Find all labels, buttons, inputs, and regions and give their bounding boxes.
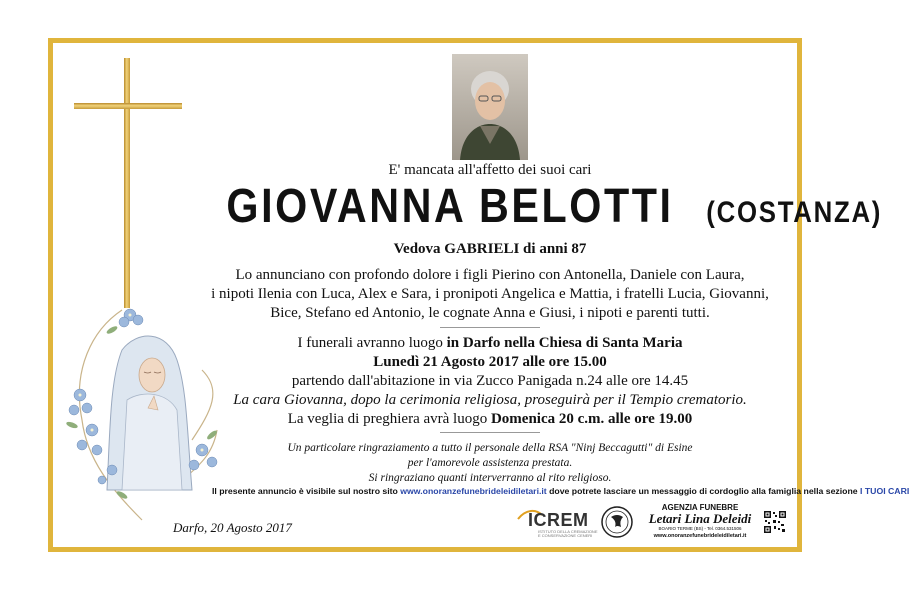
- thanks-line: Si ringraziano quanti interverranno al rito religioso.: [368, 472, 612, 484]
- icrem-subtitle: ISTITUTO DELLA CREMAZIONE E CONSERVAZIONE CENERI: [538, 529, 598, 538]
- deceased-name: GIOVANNA BELOTTI: [226, 180, 674, 233]
- announcement-text: [190, 266, 790, 323]
- deceased-photo: [452, 54, 528, 160]
- thanks-line: per l'amorevole assistenza prestata.: [407, 457, 573, 469]
- announcement-line: Bice, Stefano ed Antonio, le cognate Anna e Giusi, i nipoti e parenti tutti.: [270, 305, 710, 321]
- funeral-datetime-text: Lunedì 21 Agosto 2017 alle ore 15.00: [373, 354, 607, 370]
- website-link[interactable]: www.onoranzefunebrideleidiletari.it: [400, 486, 547, 496]
- announcement-line: Lo annunciano con profondo dolore i figli Pierino con Antonella, Daniele con Laura,: [235, 267, 745, 283]
- cremation-note-text: La cara Giovanna, dopo la cerimonia religiosa, proseguirà per il Tempio crematorio.: [233, 392, 747, 408]
- funeral-location: in Darfo nella Chiesa di Santa Maria: [446, 335, 683, 351]
- agency-label: AGENZIA FUNEBRE: [661, 503, 739, 512]
- website-notice-prefix: Il presente annuncio è visibile sul nostro sito: [212, 486, 401, 496]
- funeral-location-line: [190, 334, 790, 353]
- cross-vertical-beam: [124, 58, 130, 308]
- agency-block: [640, 503, 760, 539]
- divider: [440, 432, 540, 433]
- agency-seal-icon: [600, 505, 634, 539]
- widow-age-line: Vedova GABRIELI di anni 87: [393, 241, 587, 257]
- notice-date: Darfo, 20 Agosto 2017: [173, 520, 292, 535]
- agency-website[interactable]: www.onoranzefunebrideleidiletari.it: [653, 533, 747, 539]
- vigil-line: [190, 410, 790, 429]
- thanks-text: [190, 441, 790, 486]
- cross-horizontal-beam: [74, 103, 182, 109]
- procession-departure: partendo dall'abitazione in via Zucco Panigada n.24 alle ore 14.45: [291, 373, 689, 389]
- thanks-line: Un particolare ringraziamento a tutto il personale della RSA "Ninj Beccagutti" di Esine: [287, 442, 693, 454]
- deceased-nickname: (COSTANZA): [706, 196, 883, 229]
- agency-address: BOARIO TERME (BS) - Tel. 0364.531506: [658, 526, 742, 531]
- deceased-name-line: [190, 176, 883, 249]
- vigil-prefix: La veglia di preghiera avrà luogo: [287, 411, 491, 427]
- divider: [440, 327, 540, 328]
- agency-name: Letari Lina Deleidi: [648, 511, 752, 526]
- intro-line: E' mancata all'affetto dei suoi cari: [388, 162, 592, 178]
- vigil-datetime: Domenica 20 c.m. alle ore 19.00: [490, 411, 693, 427]
- website-notice: [212, 486, 909, 496]
- website-notice-middle: dove potrete lasciare un messaggio di cordoglio alla famiglia nella sezione: [546, 486, 861, 496]
- announcement-line: i nipoti Ilenia con Luca, Alex e Sara, i pronipoti Angelica e Mattia, i fratelli Lucia, Giovanni,: [211, 286, 769, 302]
- qr-code-icon[interactable]: [763, 510, 787, 534]
- funeral-datetime: [190, 353, 790, 372]
- cremation-note: [190, 391, 790, 410]
- icrem-logo-text: ICREM: [528, 510, 589, 530]
- funeral-details: [190, 334, 790, 429]
- funeral-location-prefix: I funerali avranno luogo: [297, 335, 447, 351]
- section-link[interactable]: I TUOI CARI: [860, 486, 909, 496]
